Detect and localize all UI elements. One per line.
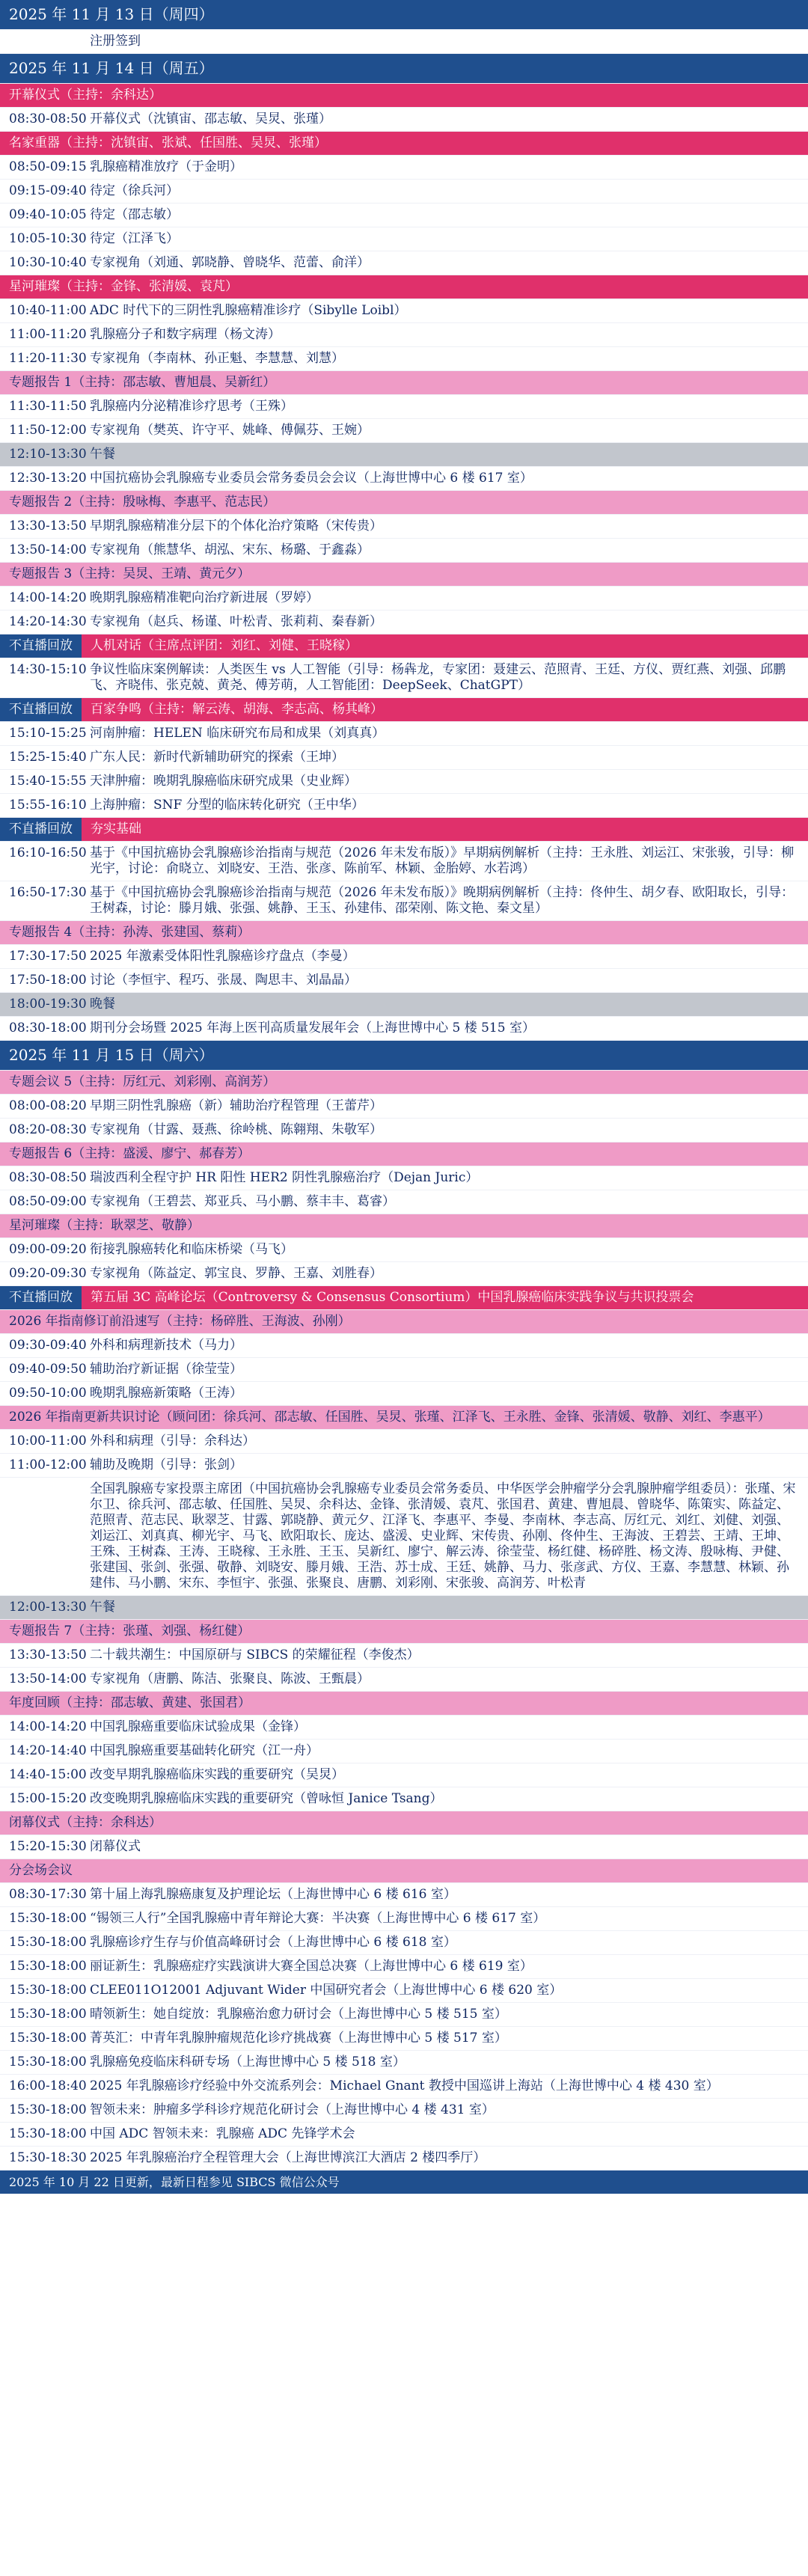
time-range: 15:30-18:00 <box>9 1959 87 1974</box>
time-range: 15:40-15:55 <box>9 774 87 789</box>
row-text: 天津肿瘤：晚期乳腺癌临床研究成果（史业辉） <box>90 774 357 789</box>
time-range: 17:30-17:50 <box>9 949 87 964</box>
row-text: 晴领新生：她自绽放：乳腺癌治愈力研讨会（上海世博中心 5 楼 515 室） <box>90 2007 507 2022</box>
row-text: 专题报告 6（主持：盛湲、廖宁、郝春芳） <box>9 1146 251 1161</box>
row-text: 专家视角（赵兵、杨谨、叶松青、张莉莉、秦春新） <box>90 614 382 629</box>
time-range: 14:30-15:10 <box>9 662 87 677</box>
time-range: 15:30-18:00 <box>9 2102 87 2117</box>
row-text: 改变晚期乳腺癌临床实践的重要研究（曾咏恒 Janice Tsang） <box>90 1791 443 1806</box>
schedule-item <box>0 1166 808 1190</box>
row-text: 专家视角（唐鹏、陈洁、张聚良、陈波、王甄晨） <box>90 1671 370 1686</box>
schedule-item <box>0 395 808 419</box>
row-text: 年度回顾（主持：邵志敏、黄建、张国君） <box>9 1695 251 1710</box>
row-text: CLEE011O12001 Adjuvant Wider 中国研究者会（上海世博中心 6 楼 620 室） <box>90 1983 563 1998</box>
time-range: 10:00-11:00 <box>9 1434 87 1448</box>
row-text: 上海肿瘤：SNF 分型的临床转化研究（王中华） <box>90 798 364 813</box>
row-text: 专家视角（王碧芸、郑亚兵、马小鹏、蔡丰丰、葛睿） <box>90 1194 395 1209</box>
row-text: 午餐 <box>90 1600 115 1615</box>
subsession-header <box>0 1620 808 1644</box>
time-range: 08:00-08:20 <box>9 1098 87 1113</box>
row-text: 专题报告 7（主持：张瑾、刘强、杨红健） <box>9 1624 251 1639</box>
schedule-item <box>0 794 808 818</box>
row-text: 待定（邵志敏） <box>90 207 179 222</box>
footer-note <box>0 2170 808 2194</box>
schedule-item <box>0 1017 808 1041</box>
row-text: 2025 年乳腺癌治疗全程管理大会（上海世博滨江大酒店 2 楼四季厅） <box>90 2150 486 2165</box>
time-range: 15:30-18:00 <box>9 2126 87 2141</box>
time-range: 11:00-11:20 <box>9 327 87 342</box>
row-text: 专题报告 4（主持：孙涛、张建国、蔡莉） <box>9 925 251 940</box>
meal-row <box>0 993 808 1017</box>
time-range: 15:10-15:25 <box>9 726 87 741</box>
time-range: 14:20-14:40 <box>9 1743 87 1758</box>
replay-session-header <box>0 1286 808 1310</box>
row-text: 2026 年指南更新共识讨论（顾问团：徐兵河、邵志敏、任国胜、吴炅、张瑾、江泽飞、王永胜、金锋、张清媛、敬静、刘红、李惠平） <box>9 1410 771 1425</box>
subsession-header <box>0 1142 808 1166</box>
schedule-item <box>0 1382 808 1406</box>
replay-session-header <box>0 818 808 842</box>
time-range: 15:55-16:10 <box>9 798 87 813</box>
time-range: 09:40-10:05 <box>9 207 87 222</box>
time-range: 16:50-17:30 <box>9 885 87 900</box>
time-range: 09:30-09:40 <box>9 1338 87 1353</box>
row-text: 辅助治疗新证据（徐莹莹） <box>90 1362 242 1377</box>
row-text: 瑞波西利全程守护 HR 阳性 HER2 阴性乳腺癌治疗（Dejan Juric） <box>90 1170 479 1185</box>
row-text: 中国乳腺癌重要临床试验成果（金锋） <box>90 1719 306 1734</box>
time-range: 13:50-14:00 <box>9 542 87 557</box>
row-text: 开幕仪式（沈镇宙、邵志敏、吴炅、张瑾） <box>90 111 331 126</box>
schedule-item <box>0 1931 808 1955</box>
day-header <box>0 54 808 84</box>
row-text: 2025 年乳腺癌诊疗经验中外交流系列会：Michael Gnant 教授中国巡讲上海站（上海世博中心 4 楼 430 室） <box>90 2078 719 2093</box>
replay-session-header <box>0 698 808 722</box>
schedule-item <box>0 1740 808 1763</box>
row-text: 乳腺癌免疫临床科研专场（上海世博中心 5 楼 518 室） <box>90 2055 405 2069</box>
schedule-item <box>0 299 808 323</box>
row-text: 基于《中国抗癌协会乳腺癌诊治指南与规范（2026 年未发布版）》早期病例解析（主持：王永胜、刘运江、宋张骏，引导：柳光宇，讨论：俞晓立、刘晓安、王浩、张彦、陈前军、林颖、金胎婷、水若鸿） <box>90 845 795 876</box>
row-text: 星河璀璨（主持：金锋、张清媛、袁芃） <box>9 279 238 294</box>
schedule-item <box>0 227 808 251</box>
subsession-header <box>0 1692 808 1716</box>
time-range: 15:30-18:00 <box>9 1983 87 1998</box>
schedule-item <box>0 1787 808 1811</box>
row-text: 夯实基础 <box>91 822 141 836</box>
schedule-item <box>0 1907 808 1931</box>
day-header <box>0 0 808 30</box>
time-range: 08:30-17:30 <box>9 1887 87 1902</box>
row-text: 专家视角（陈益定、郭宝良、罗静、王嘉、刘胜春） <box>90 1266 382 1281</box>
schedule-item <box>0 1190 808 1214</box>
time-range: 10:30-10:40 <box>9 255 87 270</box>
schedule-item <box>0 347 808 371</box>
row-text: 衔接乳腺癌转化和临床桥梁（马飞） <box>90 1242 293 1257</box>
schedule-item <box>0 1095 808 1119</box>
row-text: 2025 年 10 月 22 日更新，最新日程参见 SIBCS 微信公众号 <box>9 2175 340 2189</box>
schedule-item <box>0 1668 808 1692</box>
row-text: 乳腺癌精准放疗（于金明） <box>90 159 242 174</box>
subsession-header <box>0 1406 808 1430</box>
time-range: 15:30-18:00 <box>9 1935 87 1950</box>
row-text: 晚期乳腺癌精准靶向治疗新进展（罗婷） <box>90 590 319 605</box>
schedule-item <box>0 180 808 204</box>
replay-session-header <box>0 634 808 658</box>
schedule-item <box>0 2003 808 2027</box>
time-range: 14:00-14:20 <box>9 590 87 605</box>
row-text: 开幕仪式（主持：余科达） <box>9 88 162 103</box>
schedule-item <box>0 1478 808 1596</box>
schedule-item <box>0 323 808 347</box>
schedule-item <box>0 1119 808 1142</box>
schedule-item <box>0 515 808 539</box>
no-replay-badge: 不直播回放 <box>0 634 82 658</box>
schedule-item <box>0 30 808 54</box>
schedule-item <box>0 881 808 921</box>
row-text: 菁英汇：中青年乳腺肿瘤规范化诊疗挑战赛（上海世博中心 5 楼 517 室） <box>90 2031 507 2046</box>
schedule-item <box>0 467 808 491</box>
subsession-header <box>0 491 808 515</box>
schedule-item <box>0 2075 808 2099</box>
schedule-item <box>0 945 808 969</box>
row-text: 改变早期乳腺癌临床实践的重要研究（吴炅） <box>90 1767 344 1782</box>
row-text: 专题报告 2（主持：殷咏梅、李惠平、范志民） <box>9 495 276 510</box>
time-range: 13:50-14:00 <box>9 1671 87 1686</box>
row-text: 专家视角（李南林、孙正魁、李慧慧、刘慧） <box>90 351 344 366</box>
no-replay-badge: 不直播回放 <box>0 1286 82 1309</box>
row-text: “锡领三人行”全国乳腺癌中青年辩论大赛：半决赛（上海世博中心 6 楼 617 室） <box>90 1911 546 1926</box>
schedule-item <box>0 1644 808 1668</box>
time-range: 08:30-08:50 <box>9 1170 87 1185</box>
row-text: 闭幕仪式 <box>90 1839 141 1854</box>
schedule-item <box>0 746 808 770</box>
time-range: 15:30-18:00 <box>9 2007 87 2022</box>
row-text: 专题报告 3（主持：吴炅、王靖、黄元夕） <box>9 566 251 581</box>
schedule-item <box>0 2147 808 2170</box>
row-text: 2025 年激素受体阳性乳腺癌诊疗盘点（李曼） <box>90 949 355 964</box>
row-text: 晚餐 <box>90 997 115 1012</box>
time-range: 11:20-11:30 <box>9 351 87 366</box>
time-range: 08:20-08:30 <box>9 1122 87 1137</box>
row-text: 二十载共潮生：中国原研与 SIBCS 的荣耀征程（李俊杰） <box>90 1648 420 1662</box>
schedule-item <box>0 1883 808 1907</box>
time-range: 09:20-09:30 <box>9 1266 87 1281</box>
subsession-header <box>0 1811 808 1835</box>
time-range: 11:50-12:00 <box>9 423 87 438</box>
row-text: 广东人民：新时代新辅助研究的探索（王坤） <box>90 750 344 765</box>
subsession-header <box>0 1859 808 1883</box>
row-text: 辅助及晚期（引导：张剑） <box>90 1457 242 1472</box>
schedule-item <box>0 1716 808 1740</box>
schedule-item <box>0 1358 808 1382</box>
time-range: 15:30-18:00 <box>9 1911 87 1926</box>
day-header <box>0 1041 808 1071</box>
schedule-item <box>0 2027 808 2051</box>
row-text: 专家视角（甘露、聂燕、徐岭桃、陈翱翔、朱敬军） <box>90 1122 382 1137</box>
time-range: 09:00-09:20 <box>9 1242 87 1257</box>
schedule-item <box>0 2123 808 2147</box>
row-text: 午餐 <box>90 447 115 462</box>
time-range: 15:30-18:00 <box>9 2055 87 2069</box>
time-range: 16:10-16:50 <box>9 845 87 860</box>
time-range: 09:50-10:00 <box>9 1386 87 1401</box>
row-text: 中国 ADC 智领未来：乳腺癌 ADC 先锋学术会 <box>90 2126 355 2141</box>
schedule-item <box>0 587 808 611</box>
schedule-item <box>0 1262 808 1286</box>
time-range: 14:00-14:20 <box>9 1719 87 1734</box>
time-range: 16:00-18:40 <box>9 2078 87 2093</box>
row-text: 百家争鸣（主持：解云涛、胡海、李志高、杨其峰） <box>91 702 383 717</box>
row-text: 中国乳腺癌重要基础转化研究（江一舟） <box>90 1743 319 1758</box>
row-text: ADC 时代下的三阴性乳腺癌精准诊疗（Sibylle Loibl） <box>90 303 407 318</box>
row-text: 闭幕仪式（主持：余科达） <box>9 1815 162 1830</box>
row-text: 外科和病理（引导：余科达） <box>90 1434 255 1448</box>
schedule-item <box>0 108 808 132</box>
time-range: 08:30-08:50 <box>9 111 87 126</box>
schedule-item <box>0 658 808 698</box>
session-header <box>0 275 808 299</box>
row-text: 晚期乳腺癌新策略（王涛） <box>90 1386 242 1401</box>
schedule-item <box>0 1979 808 2003</box>
meal-row <box>0 443 808 467</box>
schedule-item <box>0 1955 808 1979</box>
time-range: 15:00-15:20 <box>9 1791 87 1806</box>
time-range: 09:40-09:50 <box>9 1362 87 1377</box>
row-text: 名家重器（主持：沈镇宙、张斌、任国胜、吴炅、张瑾） <box>9 135 327 150</box>
schedule-item <box>0 1454 808 1478</box>
row-text: 第十届上海乳腺癌康复及护理论坛（上海世博中心 6 楼 616 室） <box>90 1887 456 1902</box>
schedule-item <box>0 539 808 563</box>
subsession-header <box>0 1071 808 1095</box>
row-text: 待定（徐兵河） <box>90 183 179 198</box>
time-range: 14:40-15:00 <box>9 1767 87 1782</box>
row-text: 智领未来：肿瘤多学科诊疗规范化研讨会（上海世博中心 4 楼 431 室） <box>90 2102 495 2117</box>
time-range: 15:25-15:40 <box>9 750 87 765</box>
schedule-item <box>0 722 808 746</box>
row-text: 第五届 3C 高峰论坛（Controversy & Consensus Consortium）中国乳腺癌临床实践争议与共识投票会 <box>91 1290 694 1305</box>
schedule-item <box>0 204 808 227</box>
time-range: 12:00-13:30 <box>9 1600 87 1615</box>
row-text: 专题会议 5（主持：厉红元、刘彩刚、高润芳） <box>9 1074 276 1089</box>
row-text: 分会场会议 <box>9 1863 73 1878</box>
time-range: 08:50-09:15 <box>9 159 87 174</box>
time-range: 15:30-18:30 <box>9 2150 87 2165</box>
time-range: 12:30-13:20 <box>9 471 87 486</box>
time-range: 11:30-11:50 <box>9 399 87 414</box>
row-text: 争议性临床案例解读：人类医生 vs 人工智能（引导：杨犇龙，专家团：聂建云、范照青、王廷、方仪、贾红燕、刘强、邱鹏飞、齐晓伟、张克兢、黄尧、傅芳萌，人工智能团：DeepSeek、ChatGPT） <box>90 662 786 693</box>
time-range: 15:20-15:30 <box>9 1839 87 1854</box>
time-range: 13:30-13:50 <box>9 518 87 533</box>
row-text: 专家视角（刘通、郭晓静、曾晓华、范蕾、俞洋） <box>90 255 370 270</box>
row-text: 全国乳腺癌专家投票主席团（中国抗癌协会乳腺癌专业委员会常务委员、中华医学会肿瘤学分会乳腺肿瘤学组委员）：张瑾、宋尔卫、徐兵河、邵志敏、任国胜、吴炅、余科达、金锋、张清媛、袁芃、张国君、黄建、曹旭晨、曾晓华、陈策实、陈益定、范照青、范志民、耿翠芝、甘露、郭晓静、黄元夕、江泽飞、李惠平、李曼、李南林、李志高、厉红元、刘红、刘健、刘强、刘运江、刘真真、柳光宇、马飞、欧阳取长、庞达、盛湲、史业辉、宋传贵、孙刚、佟仲生、王海波、王碧芸、王靖、王坤、王殊、王树森、王涛、王晓稼、王永胜、王玉、吴新红、廖宁、解云涛、徐莹莹、杨红健、杨碎胜、杨文涛、殷咏梅、尹健、张建国、张剑、张强、敬静、刘晓安、滕月娥、王浩、苏士成、王廷、姚静、马力、张彦武、方仪、王嘉、李慧慧、林颖、孙建伟、马小鹏、宋东、李恒宇、张强、张聚良、唐鹏、刘彩刚、宋张骏、高润芳、叶松青 <box>90 1481 796 1591</box>
schedule-item <box>0 1763 808 1787</box>
row-text: 乳腺癌诊疗生存与价值高峰研讨会（上海世博中心 6 楼 618 室） <box>90 1935 456 1950</box>
time-range: 18:00-19:30 <box>9 997 87 1012</box>
time-range: 14:20-14:30 <box>9 614 87 629</box>
row-text: 待定（江泽飞） <box>90 231 179 246</box>
row-text: 2026 年指南修订前沿速写（主持：杨碎胜、王海波、孙刚） <box>9 1314 351 1329</box>
meal-row <box>0 1596 808 1620</box>
row-text: 期刊分会场暨 2025 年海上医刊高质量发展年会（上海世博中心 5 楼 515 室） <box>90 1021 535 1035</box>
schedule-item <box>0 969 808 993</box>
subsession-header <box>0 1214 808 1238</box>
time-range: 10:05-10:30 <box>9 231 87 246</box>
row-text: 丽证新生：乳腺癌症疗实践演讲大赛全国总决赛（上海世博中心 6 楼 619 室） <box>90 1959 533 1974</box>
row-text: 外科和病理新技术（马力） <box>90 1338 242 1353</box>
row-text: 乳腺癌内分泌精准诊疗思考（王殊） <box>90 399 293 414</box>
schedule-item <box>0 2099 808 2123</box>
row-text: 早期三阴性乳腺癌（新）辅助治疗程管理（王蕾芹） <box>90 1098 382 1113</box>
row-text: 河南肿瘤：HELEN 临床研究布局和成果（刘真真） <box>90 726 385 741</box>
schedule-item <box>0 1430 808 1454</box>
time-range: 10:40-11:00 <box>9 303 87 318</box>
schedule-item <box>0 1238 808 1262</box>
row-text: 2025 年 11 月 14 日（周五） <box>9 59 214 77</box>
schedule-item <box>0 156 808 180</box>
row-text: 专题报告 1（主持：邵志敏、曹旭晨、吴新红） <box>9 375 276 390</box>
subsession-header <box>0 563 808 587</box>
row-text: 2025 年 11 月 15 日（周六） <box>9 1046 214 1064</box>
schedule-item <box>0 2051 808 2075</box>
row-text: 注册签到 <box>90 34 141 49</box>
schedule-item <box>0 842 808 881</box>
time-range: 08:50-09:00 <box>9 1194 87 1209</box>
schedule-item <box>0 611 808 634</box>
row-text: 专家视角（樊英、许守平、姚峰、傅佩芬、王婉） <box>90 423 370 438</box>
time-range: 15:30-18:00 <box>9 2031 87 2046</box>
subsession-header <box>0 1310 808 1334</box>
row-text: 人机对话（主席点评团：刘红、刘健、王晓稼） <box>91 638 358 653</box>
schedule-item <box>0 251 808 275</box>
session-header <box>0 132 808 156</box>
time-range: 13:30-13:50 <box>9 1648 87 1662</box>
row-text: 星河璀璨（主持：耿翠芝、敬静） <box>9 1218 200 1233</box>
schedule-item <box>0 1835 808 1859</box>
no-replay-badge: 不直播回放 <box>0 818 82 841</box>
time-range: 09:15-09:40 <box>9 183 87 198</box>
row-text: 讨论（李恒宇、程巧、张晟、陶思丰、刘晶晶） <box>90 973 357 988</box>
row-text: 乳腺癌分子和数字病理（杨文涛） <box>90 327 281 342</box>
subsession-header <box>0 921 808 945</box>
subsession-header <box>0 371 808 395</box>
row-text: 2025 年 11 月 13 日（周四） <box>9 5 214 23</box>
schedule-item <box>0 1334 808 1358</box>
row-text: 专家视角（熊慧华、胡泓、宋东、杨璐、于鑫淼） <box>90 542 370 557</box>
schedule-item <box>0 419 808 443</box>
session-header <box>0 84 808 108</box>
time-range: 12:10-13:30 <box>9 447 87 462</box>
row-text: 基于《中国抗癌协会乳腺癌诊治指南与规范（2026 年未发布版）》晚期病例解析（主持：佟仲生、胡夕春、欧阳取长，引导：王树森，讨论：滕月娥、张强、姚静、王玉、孙建伟、邵荣刚、陈文艳、秦文星） <box>90 885 795 916</box>
time-range: 11:00-12:00 <box>9 1457 87 1472</box>
no-replay-badge: 不直播回放 <box>0 698 82 721</box>
row-text: 早期乳腺癌精准分层下的个体化治疗策略（宋传贵） <box>90 518 382 533</box>
time-range: 17:50-18:00 <box>9 973 87 988</box>
time-range: 08:30-18:00 <box>9 1021 87 1035</box>
row-text: 中国抗癌协会乳腺癌专业委员会常务委员会会议（上海世博中心 6 楼 617 室） <box>90 471 533 486</box>
schedule-item <box>0 770 808 794</box>
